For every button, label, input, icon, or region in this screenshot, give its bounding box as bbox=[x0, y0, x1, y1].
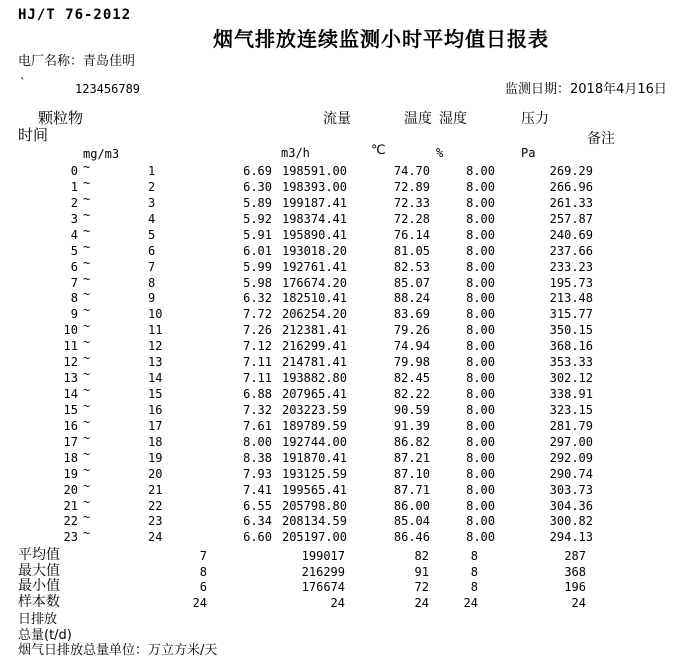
unit-flow: m3/h bbox=[281, 146, 310, 160]
cell-particulate: 6.01 bbox=[243, 244, 272, 258]
cell-hour-end: 19 bbox=[148, 451, 163, 465]
cell-particulate: 6.55 bbox=[243, 499, 272, 513]
cell-pressure: 266.96 bbox=[549, 180, 593, 194]
footer-line: 总量(t/d) bbox=[18, 628, 72, 643]
cell-particulate: 5.92 bbox=[243, 212, 272, 226]
footer-line: 烟气日排放总量单位：万立方米/天 bbox=[18, 643, 218, 658]
hour-range-tilde: ~ bbox=[83, 415, 91, 429]
cell-particulate: 6.34 bbox=[243, 514, 272, 528]
cell-flow: 216299.41 bbox=[281, 339, 347, 353]
cell-particulate: 6.60 bbox=[243, 530, 272, 544]
cell-humidity: 8.00 bbox=[466, 244, 495, 258]
cell-temperature: 74.94 bbox=[393, 339, 430, 353]
cell-hour-end: 20 bbox=[148, 467, 163, 481]
table-row bbox=[0, 319, 680, 338]
hour-range-tilde: ~ bbox=[83, 208, 91, 222]
cell-flow: 205798.80 bbox=[281, 499, 347, 513]
cell-pressure: 315.77 bbox=[549, 307, 593, 321]
cell-particulate: 7.93 bbox=[243, 467, 272, 481]
cell-pressure: 195.73 bbox=[549, 276, 593, 290]
cell-hour-start: 12 bbox=[63, 355, 78, 369]
hour-range-tilde: ~ bbox=[83, 463, 91, 477]
cell-temperature: 79.98 bbox=[393, 355, 430, 369]
cell-flow: 198591.00 bbox=[281, 164, 347, 178]
cell-pressure: 300.82 bbox=[549, 514, 593, 528]
cell-pressure: 323.15 bbox=[549, 403, 593, 417]
cell-pressure: 269.29 bbox=[549, 164, 593, 178]
cell-hour-end: 4 bbox=[148, 212, 156, 226]
cell-flow: 176674.20 bbox=[281, 276, 347, 290]
cell-temperature: 72.89 bbox=[393, 180, 430, 194]
page-title: 烟气排放连续监测小时平均值日报表 bbox=[213, 27, 549, 51]
cell-pressure: 338.91 bbox=[549, 387, 593, 401]
cell-hour-start: 22 bbox=[63, 514, 78, 528]
cell-flow: 212381.41 bbox=[281, 323, 347, 337]
cell-hour-start: 17 bbox=[63, 435, 78, 449]
cell-hour-start: 13 bbox=[63, 371, 78, 385]
cell-hour-end: 7 bbox=[148, 260, 156, 274]
cell-hour-end: 8 bbox=[148, 276, 156, 290]
cell-temperature: 72.28 bbox=[393, 212, 430, 226]
summary-particulate: 7 bbox=[199, 549, 207, 563]
cell-flow: 198374.41 bbox=[281, 212, 347, 226]
table-row bbox=[0, 192, 680, 211]
cell-humidity: 8.00 bbox=[466, 451, 495, 465]
cell-particulate: 6.88 bbox=[243, 387, 272, 401]
cell-hour-start: 19 bbox=[63, 467, 78, 481]
cell-hour-end: 5 bbox=[148, 228, 156, 242]
cell-hour-start: 16 bbox=[63, 419, 78, 433]
table-row bbox=[0, 367, 680, 386]
cell-humidity: 8.00 bbox=[466, 371, 495, 385]
hour-range-tilde: ~ bbox=[83, 479, 91, 493]
cell-hour-end: 23 bbox=[148, 514, 163, 528]
table-row bbox=[0, 303, 680, 322]
cell-hour-end: 2 bbox=[148, 180, 156, 194]
cell-particulate: 5.91 bbox=[243, 228, 272, 242]
cell-temperature: 82.53 bbox=[393, 260, 430, 274]
summary-humidity: 8 bbox=[470, 580, 478, 594]
cell-hour-start: 11 bbox=[63, 339, 78, 353]
column-header-pressure: 压力 bbox=[521, 111, 549, 127]
cell-humidity: 8.00 bbox=[466, 403, 495, 417]
unit-pressure: Pa bbox=[521, 146, 536, 160]
hour-range-tilde: ~ bbox=[83, 240, 91, 254]
cell-flow: 193882.80 bbox=[281, 371, 347, 385]
summary-humidity: 8 bbox=[470, 565, 478, 579]
cell-temperature: 82.22 bbox=[393, 387, 430, 401]
summary-pressure: 24 bbox=[571, 596, 586, 610]
cell-particulate: 5.98 bbox=[243, 276, 272, 290]
summary-label: 平均值 bbox=[18, 547, 60, 563]
cell-hour-end: 21 bbox=[148, 483, 163, 497]
cell-temperature: 91.39 bbox=[393, 419, 430, 433]
cell-flow: 207965.41 bbox=[281, 387, 347, 401]
cell-humidity: 8.00 bbox=[466, 212, 495, 226]
summary-particulate: 6 bbox=[199, 580, 207, 594]
cell-pressure: 257.87 bbox=[549, 212, 593, 226]
cell-humidity: 8.00 bbox=[466, 355, 495, 369]
summary-pressure: 287 bbox=[564, 549, 586, 563]
cell-hour-start: 8 bbox=[70, 291, 78, 305]
cell-hour-start: 9 bbox=[70, 307, 78, 321]
cell-flow: 198393.00 bbox=[281, 180, 347, 194]
cell-hour-end: 1 bbox=[148, 164, 156, 178]
cell-flow: 189789.59 bbox=[281, 419, 347, 433]
table-row bbox=[0, 479, 680, 498]
cell-particulate: 6.69 bbox=[243, 164, 272, 178]
cell-particulate: 7.11 bbox=[243, 371, 272, 385]
summary-pressure: 368 bbox=[564, 565, 586, 579]
cell-temperature: 74.70 bbox=[393, 164, 430, 178]
cell-flow: 199565.41 bbox=[281, 483, 347, 497]
cell-particulate: 7.72 bbox=[243, 307, 272, 321]
cell-particulate: 6.32 bbox=[243, 291, 272, 305]
cell-hour-start: 14 bbox=[63, 387, 78, 401]
cell-temperature: 87.21 bbox=[393, 451, 430, 465]
cell-temperature: 87.71 bbox=[393, 483, 430, 497]
summary-row bbox=[0, 580, 680, 595]
cell-hour-start: 18 bbox=[63, 451, 78, 465]
cell-hour-start: 7 bbox=[70, 276, 78, 290]
table-row bbox=[0, 351, 680, 370]
cell-hour-end: 9 bbox=[148, 291, 156, 305]
summary-flow: 24 bbox=[330, 596, 345, 610]
hour-range-tilde: ~ bbox=[83, 335, 91, 349]
summary-temperature: 82 bbox=[414, 549, 429, 563]
cell-particulate: 7.61 bbox=[243, 419, 272, 433]
hour-range-tilde: ~ bbox=[83, 176, 91, 190]
cell-hour-start: 2 bbox=[70, 196, 78, 210]
cell-pressure: 237.66 bbox=[549, 244, 593, 258]
cell-hour-end: 13 bbox=[148, 355, 163, 369]
serial-number: 123456789 bbox=[75, 82, 141, 96]
hour-range-tilde: ~ bbox=[83, 510, 91, 524]
cell-hour-end: 22 bbox=[148, 499, 163, 513]
cell-flow: 192761.41 bbox=[281, 260, 347, 274]
table-row bbox=[0, 240, 680, 259]
table-row bbox=[0, 224, 680, 243]
cell-pressure: 290.74 bbox=[549, 467, 593, 481]
cell-flow: 195890.41 bbox=[281, 228, 347, 242]
cell-humidity: 8.00 bbox=[466, 499, 495, 513]
hour-range-tilde: ~ bbox=[83, 224, 91, 238]
cell-humidity: 8.00 bbox=[466, 514, 495, 528]
cell-humidity: 8.00 bbox=[466, 196, 495, 210]
cell-hour-end: 14 bbox=[148, 371, 163, 385]
cell-hour-start: 20 bbox=[63, 483, 78, 497]
summary-flow: 199017 bbox=[301, 549, 345, 563]
cell-hour-start: 15 bbox=[63, 403, 78, 417]
cell-hour-end: 11 bbox=[148, 323, 163, 337]
table-row bbox=[0, 208, 680, 227]
summary-flow: 216299 bbox=[301, 565, 345, 579]
summary-row bbox=[0, 549, 680, 564]
hour-range-tilde: ~ bbox=[83, 303, 91, 317]
table-row bbox=[0, 495, 680, 514]
cell-humidity: 8.00 bbox=[466, 291, 495, 305]
cell-hour-start: 10 bbox=[63, 323, 78, 337]
cell-flow: 206254.20 bbox=[281, 307, 347, 321]
cell-particulate: 7.32 bbox=[243, 403, 272, 417]
column-header-particulate: 颗粒物 bbox=[38, 109, 84, 127]
cell-particulate: 7.41 bbox=[243, 483, 272, 497]
cell-particulate: 5.89 bbox=[243, 196, 272, 210]
cell-flow: 192744.00 bbox=[281, 435, 347, 449]
cell-particulate: 6.30 bbox=[243, 180, 272, 194]
summary-humidity: 24 bbox=[463, 596, 478, 610]
table-row bbox=[0, 176, 680, 195]
column-header-remark: 备注 bbox=[587, 131, 615, 147]
summary-temperature: 91 bbox=[414, 565, 429, 579]
summary-particulate: 24 bbox=[192, 596, 207, 610]
cell-humidity: 8.00 bbox=[466, 260, 495, 274]
table-row bbox=[0, 256, 680, 275]
cell-humidity: 8.00 bbox=[466, 180, 495, 194]
column-header-temperature: 温度 bbox=[404, 111, 432, 127]
cell-hour-start: 1 bbox=[70, 180, 78, 194]
cell-humidity: 8.00 bbox=[466, 419, 495, 433]
summary-label: 最小值 bbox=[18, 578, 60, 594]
cell-pressure: 297.00 bbox=[549, 435, 593, 449]
cell-hour-start: 5 bbox=[70, 244, 78, 258]
cell-humidity: 8.00 bbox=[466, 164, 495, 178]
summary-temperature: 24 bbox=[414, 596, 429, 610]
cell-pressure: 261.33 bbox=[549, 196, 593, 210]
cell-temperature: 86.46 bbox=[393, 530, 430, 544]
footer-line: 日排放 bbox=[18, 612, 58, 627]
table-row bbox=[0, 287, 680, 306]
cell-temperature: 85.07 bbox=[393, 276, 430, 290]
cell-particulate: 5.99 bbox=[243, 260, 272, 274]
cell-hour-end: 17 bbox=[148, 419, 163, 433]
column-header-time: 时间 bbox=[18, 126, 49, 144]
cell-temperature: 83.69 bbox=[393, 307, 430, 321]
standard-label: HJ/T 76-2012 bbox=[18, 7, 132, 23]
cell-temperature: 90.59 bbox=[393, 403, 430, 417]
cell-pressure: 281.79 bbox=[549, 419, 593, 433]
cell-pressure: 350.15 bbox=[549, 323, 593, 337]
cell-pressure: 240.69 bbox=[549, 228, 593, 242]
cell-hour-end: 18 bbox=[148, 435, 163, 449]
hour-range-tilde: ~ bbox=[83, 272, 91, 286]
cell-hour-end: 3 bbox=[148, 196, 156, 210]
summary-pressure: 196 bbox=[564, 580, 586, 594]
cell-flow: 193018.20 bbox=[281, 244, 347, 258]
hour-range-tilde: ~ bbox=[83, 383, 91, 397]
hour-range-tilde: ~ bbox=[83, 431, 91, 445]
cell-humidity: 8.00 bbox=[466, 276, 495, 290]
hour-range-tilde: ~ bbox=[83, 367, 91, 381]
cell-flow: 199187.41 bbox=[281, 196, 347, 210]
table-row bbox=[0, 526, 680, 545]
cell-temperature: 86.82 bbox=[393, 435, 430, 449]
table-row bbox=[0, 335, 680, 354]
unit-particulate: mg/m3 bbox=[83, 147, 120, 161]
hour-range-tilde: ~ bbox=[83, 447, 91, 461]
cell-hour-start: 21 bbox=[63, 499, 78, 513]
summary-flow: 176674 bbox=[301, 580, 345, 594]
cell-temperature: 85.04 bbox=[393, 514, 430, 528]
cell-hour-end: 6 bbox=[148, 244, 156, 258]
cell-temperature: 81.05 bbox=[393, 244, 430, 258]
cell-pressure: 302.12 bbox=[549, 371, 593, 385]
cell-hour-end: 12 bbox=[148, 339, 163, 353]
cell-temperature: 72.33 bbox=[393, 196, 430, 210]
cell-humidity: 8.00 bbox=[466, 435, 495, 449]
cell-flow: 208134.59 bbox=[281, 514, 347, 528]
cell-hour-end: 15 bbox=[148, 387, 163, 401]
unit-humidity: % bbox=[436, 146, 444, 160]
table-row bbox=[0, 510, 680, 529]
table-row bbox=[0, 431, 680, 450]
table-row bbox=[0, 447, 680, 466]
cell-humidity: 8.00 bbox=[466, 323, 495, 337]
cell-pressure: 303.73 bbox=[549, 483, 593, 497]
cell-hour-start: 4 bbox=[70, 228, 78, 242]
cell-pressure: 233.23 bbox=[549, 260, 593, 274]
cell-humidity: 8.00 bbox=[466, 483, 495, 497]
cell-particulate: 8.00 bbox=[243, 435, 272, 449]
hour-range-tilde: ~ bbox=[83, 160, 91, 174]
table-row bbox=[0, 272, 680, 291]
hour-range-tilde: ~ bbox=[83, 495, 91, 509]
summary-row bbox=[0, 565, 680, 580]
cell-hour-start: 23 bbox=[63, 530, 78, 544]
hour-range-tilde: ~ bbox=[83, 319, 91, 333]
hour-range-tilde: ~ bbox=[83, 399, 91, 413]
cell-flow: 203223.59 bbox=[281, 403, 347, 417]
cell-humidity: 8.00 bbox=[466, 339, 495, 353]
table-row bbox=[0, 463, 680, 482]
summary-particulate: 8 bbox=[199, 565, 207, 579]
cell-hour-end: 10 bbox=[148, 307, 163, 321]
cell-temperature: 79.26 bbox=[393, 323, 430, 337]
table-row bbox=[0, 383, 680, 402]
cell-humidity: 8.00 bbox=[466, 307, 495, 321]
cell-hour-start: 3 bbox=[70, 212, 78, 226]
cell-temperature: 76.14 bbox=[393, 228, 430, 242]
cell-temperature: 87.10 bbox=[393, 467, 430, 481]
hour-range-tilde: ~ bbox=[83, 256, 91, 270]
hour-range-tilde: ~ bbox=[83, 351, 91, 365]
cell-hour-start: 6 bbox=[70, 260, 78, 274]
cell-pressure: 353.33 bbox=[549, 355, 593, 369]
cell-hour-start: 0 bbox=[70, 164, 78, 178]
cell-particulate: 8.38 bbox=[243, 451, 272, 465]
summary-row bbox=[0, 596, 680, 611]
table-row bbox=[0, 415, 680, 434]
summary-label: 样本数 bbox=[18, 594, 60, 610]
table-row bbox=[0, 160, 680, 179]
cell-flow: 205197.00 bbox=[281, 530, 347, 544]
cell-pressure: 368.16 bbox=[549, 339, 593, 353]
cell-flow: 182510.41 bbox=[281, 291, 347, 305]
column-header-humidity: 湿度 bbox=[439, 111, 467, 127]
cell-pressure: 294.13 bbox=[549, 530, 593, 544]
cell-temperature: 82.45 bbox=[393, 371, 430, 385]
cell-humidity: 8.00 bbox=[466, 228, 495, 242]
summary-humidity: 8 bbox=[470, 549, 478, 563]
cell-flow: 193125.59 bbox=[281, 467, 347, 481]
hour-range-tilde: ~ bbox=[83, 192, 91, 206]
column-header-flow: 流量 bbox=[323, 111, 351, 127]
cell-temperature: 88.24 bbox=[393, 291, 430, 305]
cell-hour-end: 24 bbox=[148, 530, 163, 544]
cell-pressure: 213.48 bbox=[549, 291, 593, 305]
cell-humidity: 8.00 bbox=[466, 387, 495, 401]
plant-name-label: 电厂名称：青岛佳明 bbox=[18, 54, 136, 69]
cell-pressure: 304.36 bbox=[549, 499, 593, 513]
cell-flow: 191870.41 bbox=[281, 451, 347, 465]
cell-particulate: 7.12 bbox=[243, 339, 272, 353]
cell-hour-end: 16 bbox=[148, 403, 163, 417]
cell-temperature: 86.00 bbox=[393, 499, 430, 513]
summary-label: 最大值 bbox=[18, 563, 60, 579]
hour-range-tilde: ~ bbox=[83, 526, 91, 540]
cell-particulate: 7.11 bbox=[243, 355, 272, 369]
cell-pressure: 292.09 bbox=[549, 451, 593, 465]
summary-temperature: 72 bbox=[414, 580, 429, 594]
cell-humidity: 8.00 bbox=[466, 530, 495, 544]
cell-flow: 214781.41 bbox=[281, 355, 347, 369]
table-row bbox=[0, 399, 680, 418]
hour-range-tilde: ~ bbox=[83, 287, 91, 301]
monitor-date-label: 监测日期：2018年4月16日 bbox=[505, 82, 667, 97]
cell-particulate: 7.26 bbox=[243, 323, 272, 337]
unit-temperature: ℃ bbox=[371, 143, 386, 158]
cell-humidity: 8.00 bbox=[466, 467, 495, 481]
serial-tick: ` bbox=[19, 76, 27, 90]
